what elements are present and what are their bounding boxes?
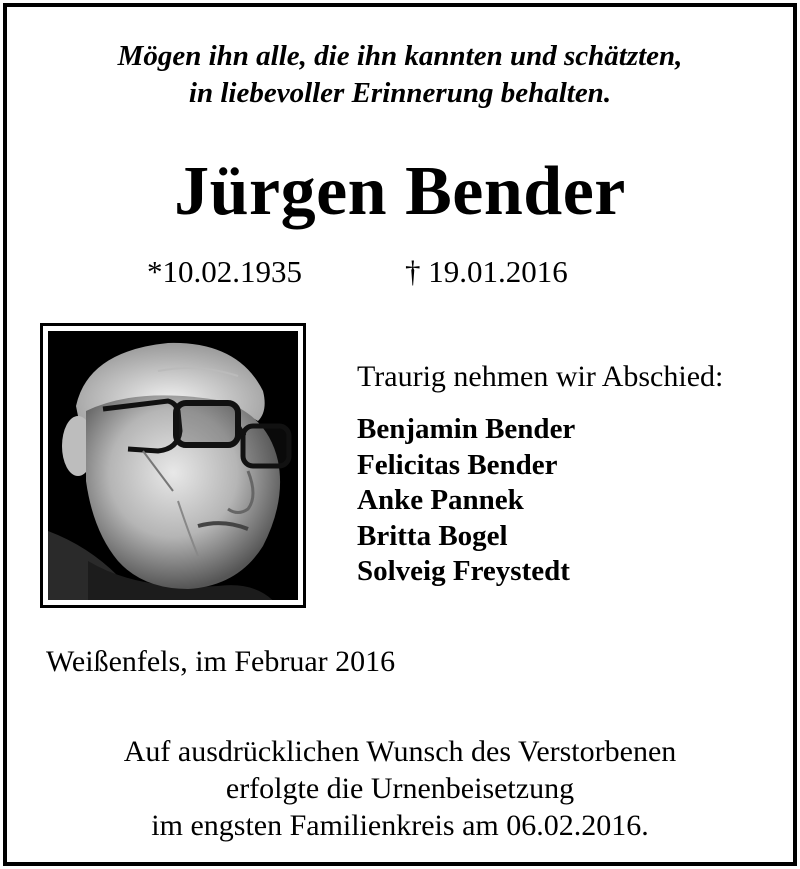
burial-note-line-2: erfolgte die Urnenbeisetzung — [225, 772, 575, 805]
mourner-name: Britta Bogel — [357, 519, 508, 552]
place-date: Weißenfels, im Februar 2016 — [46, 645, 396, 678]
motto-line-1: Mögen ihn alle, die ihn kannten und schätzten, — [117, 40, 683, 72]
motto-line-2: in liebevoller Erinnerung behalten. — [188, 77, 612, 109]
mourner-name: Anke Pannek — [357, 484, 524, 516]
birth-date: *10.02.1935 — [147, 254, 302, 289]
death-date: † 19.01.2016 — [405, 254, 568, 289]
memorial-motto — [0, 38, 800, 112]
burial-note — [0, 733, 800, 844]
mourners-list — [357, 412, 575, 590]
deceased-name: Jürgen Bender — [174, 153, 626, 230]
mourner-name: Solveig Freystedt — [357, 555, 570, 587]
portrait-image — [48, 331, 298, 600]
burial-note-line-1: Auf ausdrücklichen Wunsch des Verstorbenen — [123, 735, 677, 768]
mourner-name: Benjamin Bender — [357, 413, 576, 445]
mourner-name: Felicitas Bender — [357, 448, 558, 481]
burial-note-line-3: im engsten Familienkreis am 06.02.2016. — [151, 809, 649, 842]
farewell-intro: Traurig nehmen wir Abschied: — [357, 360, 724, 393]
portrait-illustration — [48, 331, 298, 600]
portrait-photo — [40, 323, 306, 608]
